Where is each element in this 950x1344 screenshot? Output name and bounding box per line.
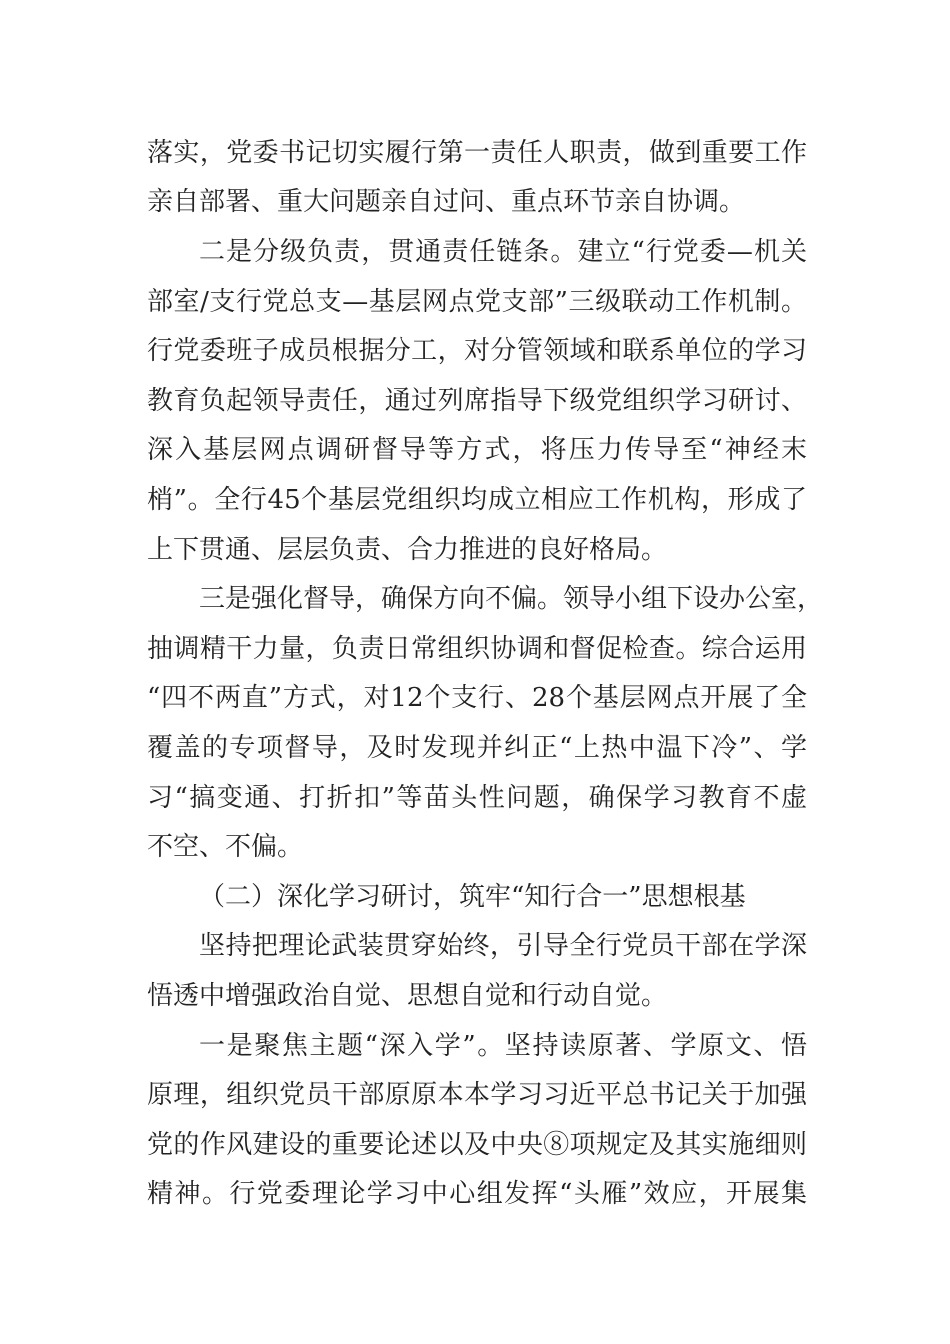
text-line: 抽调精干力量，负责日常组织协调和督促检查。综合运用 [147,634,807,664]
text-line: 覆盖的专项督导，及时发现并纠正“上热中温下冷”、学 [147,733,807,763]
text-line: 梢”。全行45个基层党组织均成立相应工作机构，形成了 [147,485,807,515]
text-line: “四不两直”方式，对12个支行、28个基层网点开展了全 [147,683,807,713]
text-line: 上下贯通、层层负责、合力推进的良好格局。 [147,535,668,565]
text-line: 一是聚焦主题“深入学”。坚持读原著、学原文、悟 [199,1031,807,1061]
text-line: 行党委班子成员根据分工，对分管领域和联系单位的学习 [147,336,807,366]
text-line: 二是分级负责，贯通责任链条。建立“行党委—机关 [199,237,807,267]
text-line: 落实，党委书记切实履行第一责任人职责，做到重要工作 [147,138,807,168]
section-heading: （二）深化学习研讨，筑牢“知行合一”思想根基 [199,882,746,912]
text-line: 坚持把理论武装贯穿始终，引导全行党员干部在学深 [199,931,807,961]
text-line: 精神。行党委理论学习中心组发挥“头雁”效应，开展集 [147,1179,807,1209]
text-line: 不空、不偏。 [147,832,304,862]
text-line: 亲自部署、重大问题亲自过问、重点环节亲自协调。 [147,187,746,217]
text-line: 党的作风建设的重要论述以及中央⑧项规定及其实施细则 [147,1130,807,1160]
text-line: 悟透中增强政治自觉、思想自觉和行动自觉。 [147,981,668,1011]
text-line: 教育负起领导责任，通过列席指导下级党组织学习研讨、 [147,386,807,416]
text-line: 深入基层网点调研督导等方式，将压力传导至“神经末 [147,435,807,465]
text-line: 原理，组织党员干部原原本本学习习近平总书记关于加强 [147,1080,807,1110]
text-line: 习“搞变通、打折扣”等苗头性问题，确保学习教育不虚 [147,783,807,813]
text-line: 部室/支行党总支—基层网点党支部”三级联动工作机制。 [147,287,807,317]
text-line: 三是强化督导，确保方向不偏。领导小组下设办公室， [199,584,824,614]
